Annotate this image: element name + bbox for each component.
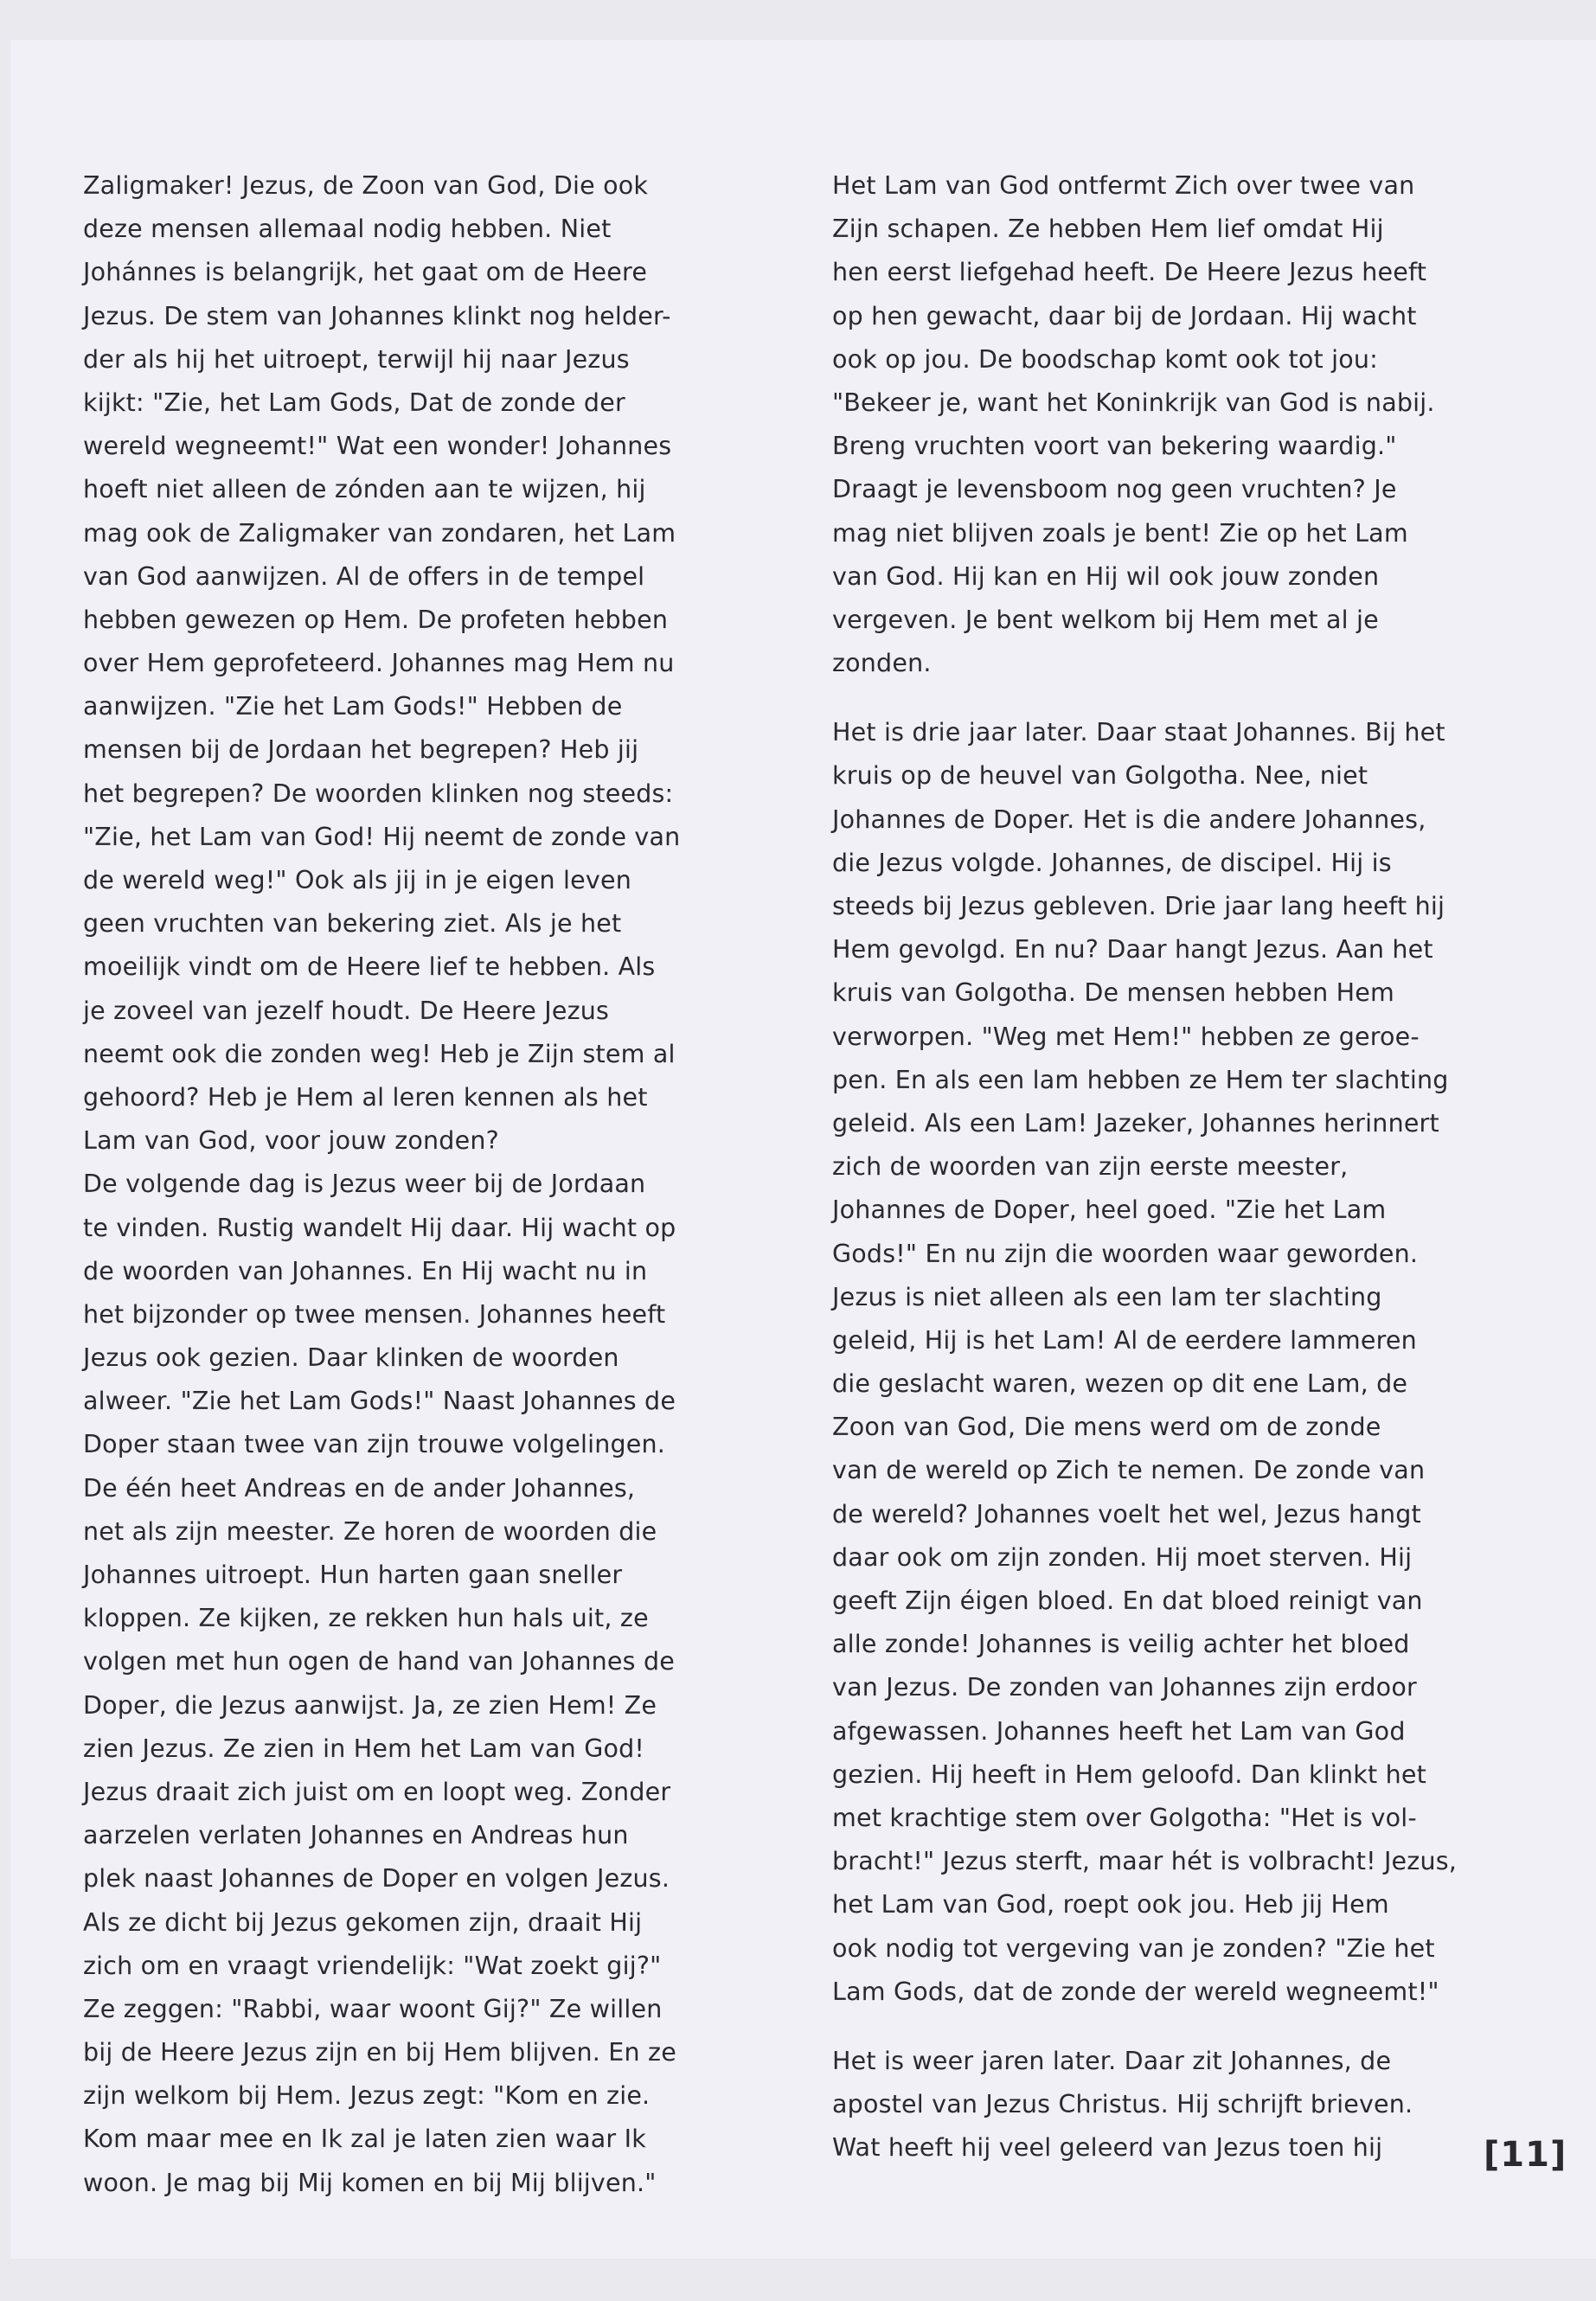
text-line: ook nodig tot vergeving van je zonden? "Zie het: [832, 1933, 1435, 1963]
text-line: steeds bij Jezus gebleven. Drie jaar lang heeft hij: [832, 892, 1445, 920]
text-line: Gods!" En nu zijn die woorden waar geworden.: [832, 1239, 1419, 1268]
text-line: Doper staan twee van zijn trouwe volgelingen.: [83, 1430, 666, 1459]
text-line: je zoveel van jezelf houdt. De Heere Jezus: [83, 996, 610, 1025]
text-line: Johannes de Doper, heel goed. "Zie het Lam: [832, 1195, 1387, 1225]
text-line: aarzelen verlaten Johannes en Andreas hun: [83, 1821, 629, 1850]
text-line: bracht!" Jezus sterft, maar hét is volbracht! Jezus,: [832, 1847, 1458, 1876]
text-line: mag niet blijven zoals je bent! Zie op het Lam: [832, 518, 1408, 548]
text-line: Het is weer jaren later. Daar zit Johannes, de: [832, 2046, 1392, 2075]
text-line: Zaligmaker! Jezus, de Zoon van God, Die ook: [83, 171, 649, 200]
text-line: plek naast Johannes de Doper en volgen Jezus.: [83, 1864, 670, 1894]
paragraph-gap: [832, 2014, 1457, 2040]
text-line: kruis op de heuvel van Golgotha. Nee, niet: [832, 761, 1368, 791]
text-line: alweer. "Zie het Lam Gods!" Naast Johannes de: [83, 1387, 676, 1416]
text-line: Jezus draait zich juist om en loopt weg. Zonder: [83, 1777, 671, 1806]
text-line: de wereld? Johannes voelt het wel, Jezus hangt: [832, 1499, 1421, 1529]
text-line: kloppen. Ze kijken, ze rekken hun hals uit, ze: [83, 1604, 649, 1633]
text-line: Ze zeggen: "Rabbi, waar woont Gij?" Ze willen: [83, 1994, 663, 2023]
text-line: Johannes de Doper. Het is die andere Johannes,: [832, 804, 1426, 834]
text-line: geeft Zijn éigen bloed. En dat bloed reinigt van: [832, 1586, 1423, 1615]
text-line: verworpen. "Weg met Hem!" hebben ze geroe-: [832, 1022, 1420, 1051]
text-line: op hen gewacht, daar bij de Jordaan. Hij wacht: [832, 301, 1417, 330]
text-line: Zoon van God, Die mens werd om de zonde: [832, 1413, 1381, 1442]
text-line: met krachtige stem over Golgotha: "Het is vol-: [832, 1803, 1417, 1832]
text-line: het bijzonder op twee mensen. Johannes heeft: [83, 1299, 666, 1329]
text-line: moeilijk vindt om de Heere lief te hebben. Als: [83, 952, 656, 982]
text-line: pen. En als een lam hebben ze Hem ter slachting: [832, 1065, 1449, 1094]
text-line: daar ook om zijn zonden. Hij moet sterven. Hij: [832, 1542, 1413, 1572]
text-line: Lam Gods, dat de zonde der wereld wegneemt!": [832, 1977, 1439, 2006]
text-line: over Hem geprofeteerd. Johannes mag Hem nu: [83, 649, 675, 678]
text-line: Zijn schapen. Ze hebben Hem lief omdat Hij: [832, 215, 1384, 244]
text-line: zich om en vraagt vriendelijk: "Wat zoekt gij?": [83, 1951, 662, 1980]
page-number: [11]: [1484, 2135, 1567, 2175]
text-line: van Jezus. De zonden van Johannes zijn erdoor: [832, 1673, 1417, 1702]
text-line: "Bekeer je, want het Koninkrijk van God is nabij.: [832, 388, 1435, 417]
text-line: Jezus ook gezien. Daar klinken de woorden: [83, 1343, 619, 1373]
text-line: alle zonde! Johannes is veilig achter het bloed: [832, 1630, 1410, 1659]
text-line: geleid, Hij is het Lam! Al de eerdere lammeren: [832, 1325, 1417, 1355]
text-line: De volgende dag is Jezus weer bij de Jordaan: [83, 1170, 646, 1199]
left-column: [83, 164, 680, 2205]
text-line: van God. Hij kan en Hij wil ook jouw zonden: [832, 561, 1380, 591]
text-line: Doper, die Jezus aanwijst. Ja, ze zien Hem! Ze: [83, 1690, 657, 1720]
text-line: te vinden. Rustig wandelt Hij daar. Hij wacht op: [83, 1213, 676, 1242]
text-line: de wereld weg!" Ook als jij in je eigen leven: [83, 866, 631, 894]
text-line: kruis van Golgotha. De mensen hebben Hem: [832, 978, 1394, 1008]
text-line: vergeven. Je bent welkom bij Hem met al je: [832, 605, 1379, 634]
text-line: der als hij het uitroept, terwijl hij naar Jezus: [83, 344, 630, 374]
text-line: afgewassen. Johannes heeft het Lam van God: [832, 1716, 1406, 1746]
text-line: zien Jezus. Ze zien in Hem het Lam van God!: [83, 1734, 645, 1763]
text-line: het begrepen? De woorden klinken nog steeds:: [83, 779, 674, 808]
text-line: kijkt: "Zie, het Lam Gods, Dat de zonde der: [83, 388, 625, 417]
text-line: Kom maar mee en Ik zal je laten zien waar Ik: [83, 2125, 646, 2154]
text-line: aanwijzen. "Zie het Lam Gods!" Hebben de: [83, 692, 623, 721]
text-line: volgen met hun ogen de hand van Johannes de: [83, 1647, 675, 1676]
text-line: apostel van Jezus Christus. Hij schrijft brieven.: [832, 2090, 1413, 2119]
text-line: hen eerst liefgehad heeft. De Heere Jezus heeft: [832, 258, 1427, 287]
text-line: wereld wegneemt!" Wat een wonder! Johannes: [83, 432, 672, 461]
text-line: Het Lam van God ontfermt Zich over twee van: [832, 171, 1415, 200]
text-line: Johánnes is belangrijk, het gaat om de Heere: [83, 258, 648, 287]
text-line: hoeft niet alleen de zónden aan te wijzen, hij: [83, 475, 646, 504]
text-line: Als ze dicht bij Jezus gekomen zijn, draait Hij: [83, 1907, 643, 1937]
text-line: ook op jou. De boodschap komt ook tot jou:: [832, 344, 1378, 374]
text-line: zijn welkom bij Hem. Jezus zegt: "Kom en zie.: [83, 2081, 651, 2111]
text-line: Jezus is niet alleen als een lam ter slachting: [832, 1282, 1382, 1311]
text-line: het Lam van God, roept ook jou. Heb jij Hem: [832, 1890, 1389, 1920]
text-line: de woorden van Johannes. En Hij wacht nu in: [83, 1256, 648, 1285]
text-line: Wat heeft hij veel geleerd van Jezus toen hij: [832, 2133, 1383, 2163]
text-line: neemt ook die zonden weg! Heb je Zijn stem al: [83, 1039, 676, 1068]
text-line: net als zijn meester. Ze horen de woorden die: [83, 1516, 657, 1546]
text-line: die geslacht waren, wezen op dit ene Lam, de: [832, 1369, 1408, 1399]
text-line: woon. Je mag bij Mij komen en bij Mij blijven.": [83, 2168, 657, 2197]
text-line: De één heet Andreas en de ander Johannes,: [83, 1473, 636, 1503]
text-line: Jezus. De stem van Johannes klinkt nog helder-: [83, 301, 671, 330]
text-line: zonden.: [832, 649, 932, 678]
text-line: Het is drie jaar later. Daar staat Johannes. Bij het: [832, 718, 1445, 747]
text-line: van de wereld op Zich te nemen. De zonde van: [832, 1456, 1426, 1485]
text-line: geleid. Als een Lam! Jazeker, Johannes herinnert: [832, 1108, 1439, 1138]
text-line: Hem gevolgd. En nu? Daar hangt Jezus. Aan het: [832, 935, 1433, 965]
text-line: die Jezus volgde. Johannes, de discipel. Hij is: [832, 848, 1392, 877]
text-line: geen vruchten van bekering ziet. Als je het: [83, 909, 622, 939]
text-line: bij de Heere Jezus zijn en bij Hem blijven. En ze: [83, 2038, 676, 2067]
page: [10, 40, 1596, 2259]
text-line: Draagt je levensboom nog geen vruchten? Je: [832, 475, 1397, 504]
text-line: "Zie, het Lam van God! Hij neemt de zonde van: [83, 822, 681, 851]
text-line: van God aanwijzen. Al de offers in de tempel: [83, 561, 645, 591]
text-line: Breng vruchten voort van bekering waardig.": [832, 432, 1397, 461]
text-line: gezien. Hij heeft in Hem geloofd. Dan klinkt het: [832, 1759, 1426, 1789]
text-line: mag ook de Zaligmaker van zondaren, het Lam: [83, 518, 676, 548]
paragraph-gap: [832, 685, 1457, 711]
text-line: deze mensen allemaal nodig hebben. Niet: [83, 215, 612, 244]
right-column: [832, 164, 1457, 2170]
text-line: mensen bij de Jordaan het begrepen? Heb jij: [83, 735, 639, 765]
text-line: gehoord? Heb je Hem al leren kennen als het: [83, 1082, 648, 1112]
text-line: Johannes uitroept. Hun harten gaan sneller: [83, 1561, 623, 1589]
text-line: Lam van God, voor jouw zonden?: [83, 1126, 499, 1156]
text-line: zich de woorden van zijn eerste meester,: [832, 1152, 1349, 1182]
text-line: hebben gewezen op Hem. De profeten hebben: [83, 605, 669, 634]
